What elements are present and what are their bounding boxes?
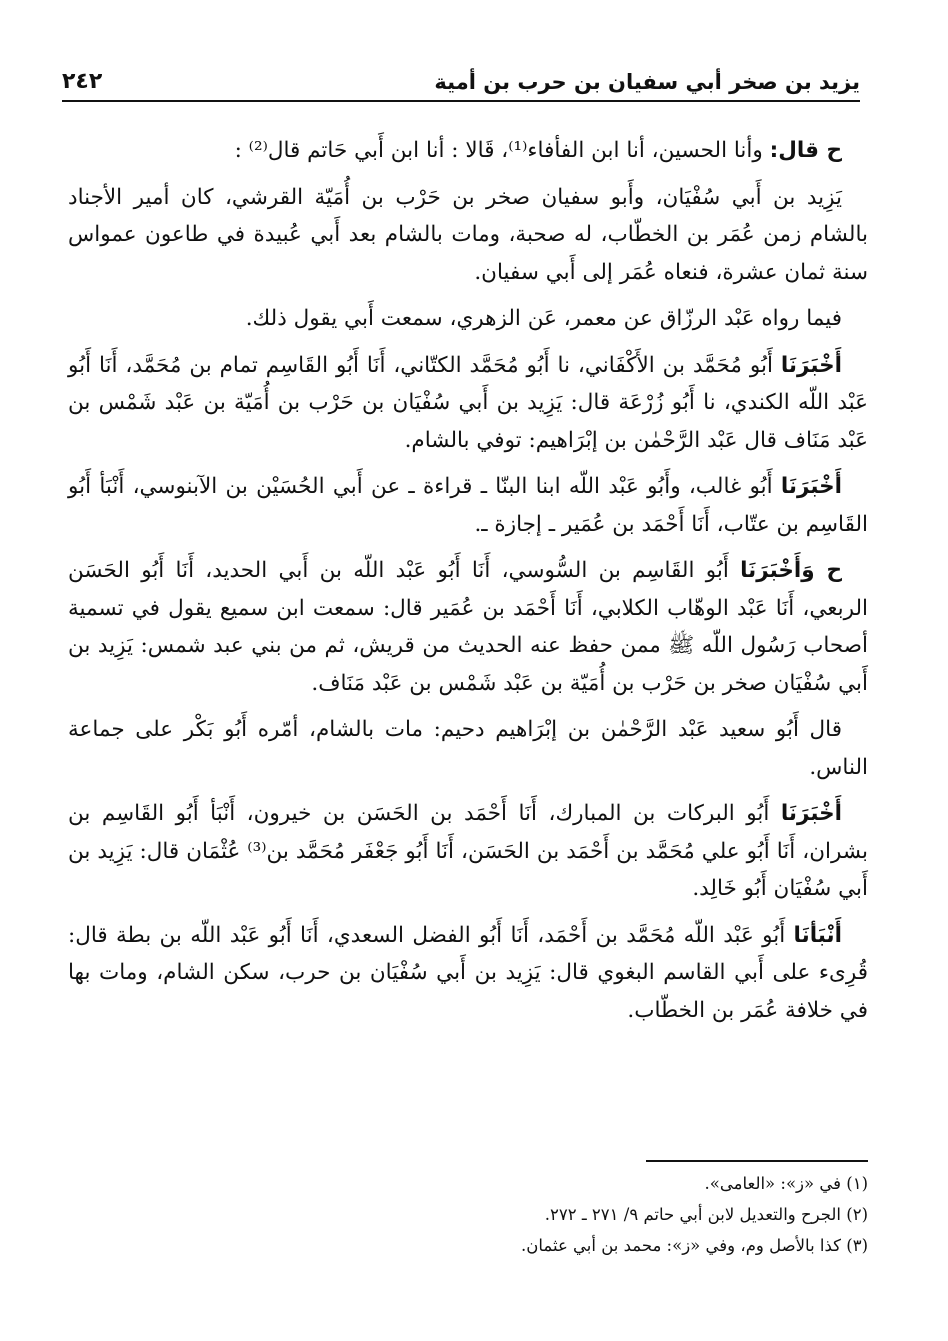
narration-keyword: أَخْبَرَنَا xyxy=(780,801,842,826)
paragraph-text: أَبُو عَبْد اللّه مُحَمَّد بن أَحْمَد، أَنَا أَبُو الفضل السعدي، أَنَا أَبُو عَبْد اللّه بن بطة قال: قُرِىء على أَبي القاسم البغوي قال: يَزِيد بن أَبي سُفْيَان بن حرب، سكن الشام، ومات بها في خلافة عُمَر بن الخطّاب. xyxy=(68,922,868,1023)
running-header xyxy=(62,60,860,102)
paragraph xyxy=(68,552,868,702)
paragraph xyxy=(68,347,868,460)
paragraph-text: يَزِيد بن أَبي سُفْيَان، وأَبو سفيان صخر بن حَرْب بن أُمَيّة القرشي، كان أمير الأجناد بالشام زمن عُمَر بن الخطّاب، له صحبة، ومات بالشام بعد أَبي عُبيدة في طاعون عمواس سنة ثمان عشرة، فنعاه عُمَر إلى أَبي سفيان. xyxy=(68,184,868,285)
paragraph-text: قال أَبُو سعيد عَبْد الرَّحْمٰن بن إبْرَاهيم دحيم: مات بالشام، أمّره أَبُو بَكْر على جماعة الناس. xyxy=(68,717,868,780)
paragraph xyxy=(68,468,868,543)
narration-keyword: أَنْبَأنَا xyxy=(793,922,842,948)
paragraph xyxy=(68,917,868,1030)
narration-keyword: أَخْبَرَنَا xyxy=(780,474,842,499)
narration-keyword: ح وَأَخْبَرَنَا xyxy=(740,558,842,583)
narration-keyword: ح قال: xyxy=(769,138,842,163)
running-title: يزيد بن صخر أبي سفيان بن حرب بن أمية xyxy=(434,70,860,94)
footnotes xyxy=(68,1160,868,1261)
page-number: ٢٤٢ xyxy=(62,69,103,94)
paragraph xyxy=(68,795,868,908)
paragraph xyxy=(68,711,868,786)
paragraph-text: أَبُو مُحَمَّد بن الأَكْفَاني، نا أَبُو مُحَمَّد الكتّاني، أَنَا أَبُو القَاسِم تمام بن مُحَمَّد، أَنَا أَبُو عَبْد اللّه الكندي، نا أَبُو زُرْعَة قال: يَزِيد بن أَبي سُفْيَان بن حَرْب بن أُمَيّة بن عَبْد شَمْس بن عَبْد مَنَاف قال عَبْد الرَّحْمٰن بن إبْرَاهيم: توفي بالشام. xyxy=(68,352,868,453)
paragraph-text: فيما رواه عَبْد الرزّاق عن معمر، عَن الزهري، سمعت أَبي يقول ذلك. xyxy=(245,306,842,331)
paragraph xyxy=(68,300,868,338)
paragraph-text: وأنا الحسين، أنا ابن الفأفاء⁽¹⁾، قَالا : أنا ابن أَبي حَاتم قال⁽²⁾ : xyxy=(234,138,770,163)
footnote-divider xyxy=(646,1160,868,1162)
paragraph xyxy=(68,179,868,292)
paragraph-text: أَبُو البركات بن المبارك، أَنَا أَحْمَد بن الحَسَن بن خيرون، أَنْبَأ أَبُو القَاسِم بن بشران، أَنَا أَبُو علي مُحَمَّد بن أَحْمَد بن الحَسَن، أَنَا أَبُو جَعْفَر مُحَمَّد بن⁽³⁾ عُثْمَان قال: يَزِيد بن أَبي سُفْيَان أَبُو خَالِد. xyxy=(68,801,868,901)
paragraph-text: أَبُو غالب، وأَبُو عَبْد اللّه ابنا البنّا ـ قراءة ـ عن أَبي الحُسَيْن بن الآبنوسي، أَنْبَأ أَبُو القَاسِم بن عتّاب، أَنَا أَحْمَد بن عُمَير ـ إجازة ـ. xyxy=(68,474,868,537)
narration-keyword: أَخْبَرَنَا xyxy=(780,352,842,378)
paragraph-text: أَبُو القَاسِم بن السُّوسي، أَنَا أَبُو عَبْد اللّه بن أَبي الحديد، أَنَا أَبُو الحَسَن الربعي، أَنَا عَبْد الوهّاب الكلابي، أَنَا أَحْمَد بن عُمَير قال: سمعت ابن سميع يقول في تسمية أصحاب رَسُول اللّه ﷺ ممن حفظ عنه الحديث من قريش، ثم من بني عبد شمس: يَزِيد بن أَبي سُفْيَان صخر بن حَرْب بن أُمَيّة بن عَبْد شَمْس بن عَبْد مَنَاف. xyxy=(68,558,868,696)
footnote: (٢) الجرح والتعديل لابن أبي حاتم ٩/ ٢٧١ ـ ٢٧٢. xyxy=(544,1205,868,1224)
footnote: (٣) كذا بالأصل وم، وفي «ز»: محمد بن أبي عثمان. xyxy=(521,1236,868,1255)
main-text xyxy=(68,132,868,1038)
paragraph xyxy=(68,132,868,170)
footnote: (١) في «ز»: «العامى». xyxy=(704,1174,868,1193)
